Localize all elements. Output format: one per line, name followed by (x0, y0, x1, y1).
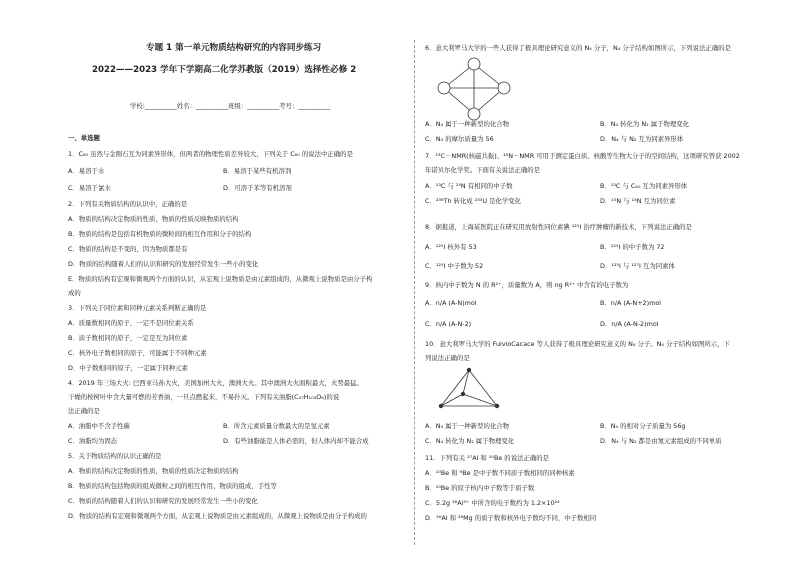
q1-option-b: B．易溶于某些有机溶剂 (223, 167, 292, 175)
q11-option-b: B．¹⁰Be 的原子核内中子数等于质子数 (425, 484, 535, 492)
q8-option-b: B．¹²⁵I 的中子数为 72 (600, 243, 665, 251)
page-title: 专题 1 第一单元物质结构研究的内容同步练习 (146, 43, 322, 53)
q4-option-a: A．油脂中不含手性碳 (68, 422, 130, 430)
q8-option-c: C．¹²⁵I 中子数为 52 (425, 262, 484, 270)
q6-stem: 6．意大利罗马大学的一些人获得了极具理论研究意义的 N₄ 分子，N₄ 分子结构如图所示，下列说法正确的是 (425, 44, 732, 52)
q2-option-e-cont: 成的 (68, 289, 81, 297)
q11-option-d: D．²⁶Al 和 ²⁶Mg 的质子数和核外电子数均不同，中子数相同 (425, 514, 597, 522)
q10-option-d: D．N₄ 与 N₂ 都是由氮元素组成的不同单质 (600, 437, 722, 445)
q4-option-d: D．有些油脂能是人体必需的，但人体内却不能合成 (223, 437, 369, 445)
q4-stem: 4．2019 年三场大火: 巴西亚马孙大火，美国加州大火，澳洲大火。其中澳洲大火面积最大，火势最猛。 (68, 379, 363, 387)
q2-stem: 2．下列有关物质结构的认识中，正确的是 (68, 200, 188, 208)
q8-option-a: A．¹²⁵I 核外有 53 (425, 243, 477, 251)
q9-option-b: B．n/A (A-N+2)mol (600, 299, 662, 307)
q10-stem: 10．意大利罗马大学的 FulvioCacace 等人获得了极具理论研究意义的 N₄ 分子。N₄ 分子结构如图所示，下 (425, 340, 730, 348)
q11-stem: 11．下列有关 ²⁷Al 和 ¹⁰Be 的说法正确的是 (425, 454, 550, 462)
q2-option-a: A．物质的结构决定物质的性质，物质的性质反映物质的结构 (68, 215, 239, 223)
q7-option-d: D．¹⁵N 与 ¹⁴N 互为同位素 (600, 197, 676, 205)
q6-option-b: B．N₄ 转化为 N₂ 属于物理变化 (600, 120, 690, 128)
section-heading: 一、单选题 (68, 134, 100, 142)
q5-stem: 5．关于物质结构的认识正确的是 (68, 452, 162, 460)
q4-option-b: B．所含元素质量分数最大的是氢元素 (223, 422, 330, 430)
q7-option-c: C．²³⁸Th 转化成 ²³³U 是化学变化 (425, 197, 522, 205)
q1-option-d: D．可溶于苯等有机溶剂 (223, 184, 292, 192)
q6-option-c: C．N₄ 的摩尔质量为 56 (425, 135, 494, 143)
q5-option-a: A．物质的结构决定物质的性质，物质的性质决定物质的结构 (68, 467, 239, 475)
q3-option-d: D．中子数相同的原子，一定属于同种元素 (68, 364, 188, 372)
q1-option-c: C．易溶于氯水 (68, 184, 111, 192)
q10-option-c: C．N₄ 转化为 N₂ 属于物理变化 (425, 437, 515, 445)
q7-option-a: A．¹³C 与 ¹⁵N 有相同的中子数 (425, 182, 513, 190)
q7-option-b: B．¹³C 与 C₆₀ 互为同素异形体 (600, 182, 688, 190)
q4-option-c: C．油脂均为固态 (68, 437, 118, 445)
q4-stem-cont2: 法正确的是 (68, 407, 100, 415)
q1-option-a: A．易溶于水 (68, 167, 105, 175)
q5-option-c: C．物质的结构随着人们的认识和研究的发展经常发生一些小的变化 (68, 497, 258, 505)
q10-option-b: B．N₄ 的相对分子质量为 56g (600, 422, 686, 430)
q6-option-a: A．N₄ 属于一种新型的化合物 (425, 120, 510, 128)
n4-molecule-diagram-1 (429, 54, 519, 124)
q11-option-c: C．5.2g ²⁶Al³⁺ 中所含的电子数约为 1.2×10²⁴ (425, 499, 560, 507)
q1-stem: 1．C₆₀ 虽然与金刚石互为同素异形体，但两者的物理性质差异较大，下列关于 C₆₀ 的说法中正确的是 (68, 150, 353, 158)
q7-stem: 7．¹³C－NMR(核磁共振)、¹⁵N－NMR 可用于测定蛋白质、核酸等生物大分子的空间结构，这项研究曾获 2002 (425, 152, 740, 160)
q9-option-a: A．n/A (A-N)mol (425, 299, 477, 307)
q9-option-d: D．n/A (A-N-2)mol (600, 320, 659, 328)
q5-option-d: D．物质的结构有宏观和微观两个方面，从宏观上说物质是由元素组成的，从微观上说物质是由分子构成的 (68, 512, 367, 520)
q2-option-c: C．物质的结构是不变的，因为物质都是有 (68, 245, 188, 253)
q11-option-a: A．¹⁰Be 和 ⁹Be 是中子数不同质子数相同的同种核素 (425, 469, 575, 477)
q5-option-b: B．物质的结构包括物质的组成微粒之间的相互作用、物质的组成、手性等 (68, 482, 277, 490)
q2-option-b: B．物质的结构是包括有机物质的微粒间的相互作用和分子的结构 (68, 230, 252, 238)
q2-option-e: E．物质的结构有宏观和微观两个方面的认识，从宏观上说物质是由元素组成的，从微观上说物质是由分子构 (68, 275, 373, 283)
q10-stem-cont: 列说法正确的是 (425, 354, 470, 362)
q2-option-d: D．物质的结构随着人们的认识和研究的发展经常发生一些小的变化 (68, 260, 259, 268)
q3-option-c: C．核外电子数相同的原子，可能属于不同种元素 (68, 349, 207, 357)
q4-stem-cont: 干燥的桉树叶中含大量可燃的芳香油，一旦点燃起来，不易扑灭。下列有关油脂(C₅₇H₁₀₄O₆)的说 (68, 393, 340, 401)
q3-stem: 3．下列关于同位素和同种元素关系判断正确的是 (68, 304, 207, 312)
column-divider (414, 40, 415, 545)
q6-option-d: D．N₄ 与 N₂ 互为同素异形体 (600, 135, 684, 143)
q9-option-c: C．n/A (A-N-2) (425, 320, 472, 328)
q3-option-a: A．质量数相同的原子，一定不是同位素关系 (68, 319, 194, 327)
q7-stem-cont: 年诺贝尔化学奖。下面有关说法正确的是 (425, 166, 541, 174)
n4-molecule-diagram-2 (429, 364, 509, 416)
q8-option-d: D．¹²⁵I 与 ¹²⁷I 互为同素体 (600, 262, 675, 270)
student-info-line: 学校:__________姓名：__________班级：__________考号：__________ (130, 102, 331, 110)
page-subtitle: 2022——2023 学年下学期高二化学苏教版（2019）选择性必修 2 (92, 65, 357, 75)
q3-option-b: B．质子数相同的原子，一定是互为同位素 (68, 334, 188, 342)
q9-stem: 9．核内中子数为 N 的 R²⁺，质量数为 A，则 ng R²⁺ 中含有的电子数为 (425, 281, 629, 289)
q10-option-a: A．N₄ 属于一种新型的化合物 (425, 422, 510, 430)
q8-stem: 8．据报道，上海某医院正在研究用放射性同位素碘 ¹²⁵I 治疗肿瘤的新技术，下列说法正确的是 (425, 223, 692, 231)
